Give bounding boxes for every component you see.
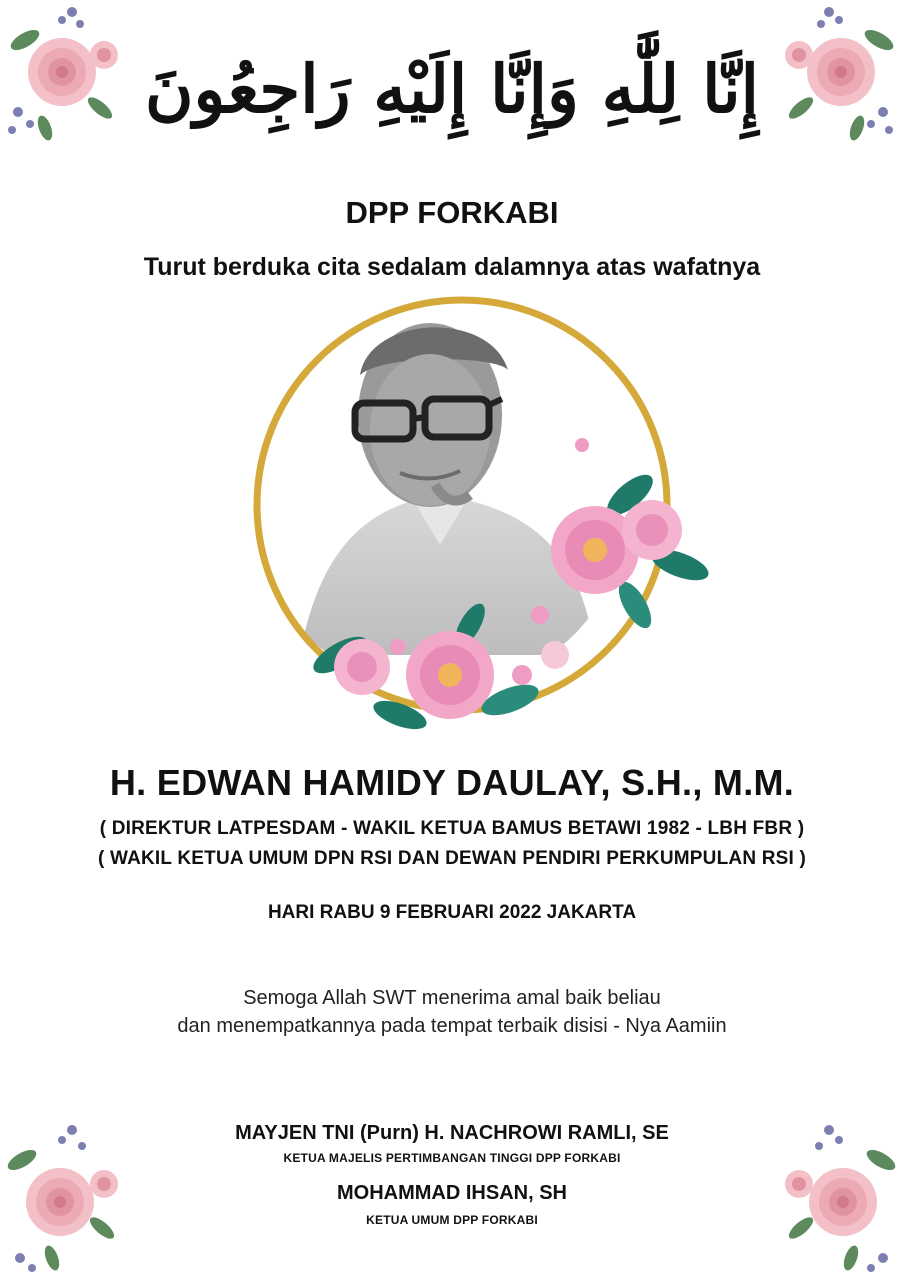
condolence-line: Turut berduka cita sedalam dalamnya atas wafatnya xyxy=(143,253,761,281)
signatory-1-name: MAYJEN TNI (Purn) H. NACHROWI RAMLI, SE xyxy=(235,1122,669,1144)
prayer-line-1: Semoga Allah SWT menerima amal baik beliau xyxy=(243,987,661,1009)
role-line-1: ( DIREKTUR LATPESDAM - WAKIL KETUA BAMUS BETAWI 1982 - LBH FBR ) xyxy=(99,818,805,839)
signatory-1-title: KETUA MAJELIS PERTIMBANGAN TINGGI DPP FORKABI xyxy=(283,1151,621,1165)
role-line-2: ( WAKIL KETUA UMUM DPN RSI DAN DEWAN PENDIRI PERKUMPULAN RSI ) xyxy=(97,848,806,869)
deceased-name: H. EDWAN HAMIDY DAULAY, S.H., M.M. xyxy=(109,762,795,803)
organization-title: DPP FORKABI xyxy=(345,195,559,230)
portrait-frame xyxy=(240,295,720,755)
portrait-photo xyxy=(300,323,590,655)
signatory-2-name: MOHAMMAD IHSAN, SH xyxy=(337,1182,567,1204)
prayer-line-2: dan menempatkannya pada tempat terbaik disisi - Nya Aamiin xyxy=(177,1015,727,1037)
signatory-2-title: KETUA UMUM DPP FORKABI xyxy=(366,1213,538,1227)
arabic-calligraphy: إِنَّا لِلَّٰهِ وَإِنَّا إِلَيْهِ رَاجِعُونَ xyxy=(145,50,759,128)
date-place: HARI RABU 9 FEBRUARI 2022 JAKARTA xyxy=(267,902,637,923)
